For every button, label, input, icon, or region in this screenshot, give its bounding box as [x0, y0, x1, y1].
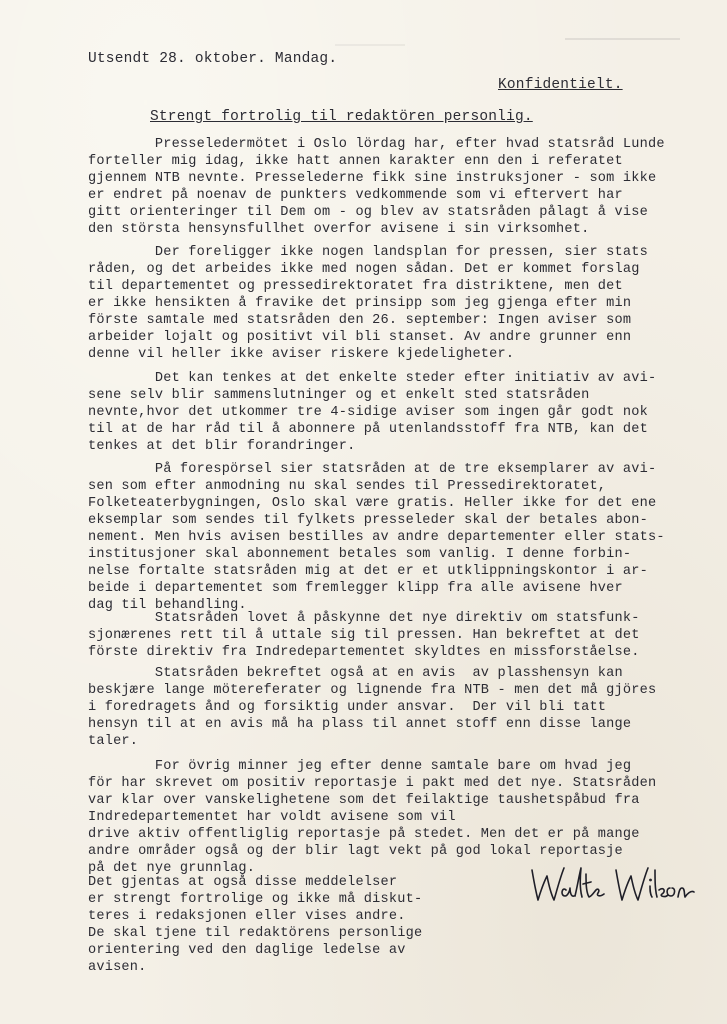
text-line: denne vil heller ikke aviser riskere kjedeligheter. — [88, 347, 515, 362]
text-line: De skal tjene til redaktörens personlige — [88, 926, 423, 941]
text-line: råden, og det arbeides ikke med nogen sådan. Det er kommet forslag — [88, 262, 640, 277]
text-line: til departementet og pressedirektoratet fra distriktene, men det — [88, 279, 623, 294]
text-line: förste samtale med statsråden den 26. september: Ingen aviser som — [88, 313, 632, 328]
text-line: beide i departementet som fremlegger klipp fra alle avisene hver — [88, 581, 623, 596]
text-line: den största hensynsfullhet overfor avisene i sin virksomhet. — [88, 222, 590, 237]
text-line: sjonærenes rett til å uttale sig til pressen. Han bekreftet at det — [88, 628, 640, 643]
text-line: institusjoner skal abonnement betales som vanlig. I denne forbin- — [88, 547, 632, 562]
text-line: nevnte,hvor det utkommer tre 4-sidige aviser som ingen går godt nok — [88, 405, 648, 420]
paper-smudge — [565, 38, 680, 40]
text-line: forteller mig idag, ikke hatt annen karakter enn den i referatet — [88, 154, 623, 169]
text-line: andre områder også og der blir lagt vekt på god lokal reportasje — [88, 844, 623, 859]
text-line: gitt orienteringer til Dem om - og blev av statsråden pålagt å vise — [88, 205, 648, 220]
text-line: nement. Men hvis avisen bestilles av andre departementer eller stats- — [88, 530, 665, 545]
text-line: er strengt fortrolige og ikke må diskut- — [88, 892, 423, 907]
date-line: Utsendt 28. oktober. Mandag. — [88, 51, 338, 67]
text-line: Presseledermötet i Oslo lördag har, efter hvad statsråd Lunde — [88, 137, 665, 152]
classification-label: Konfidentielt. — [498, 77, 623, 93]
text-line: nelse fortalte statsråden mig at det er et utklippningskontor i ar- — [88, 564, 648, 579]
text-line: teres i redaksjonen eller vises andre. — [88, 909, 406, 924]
text-line: Indredepartementet har voldt avisene som vil — [88, 810, 456, 825]
text-line: er ikke hensikten å fravike det prinsipp som jeg gjengа efter min — [88, 296, 632, 311]
text-line: taler. — [88, 734, 139, 749]
text-line: orientering ved den daglige ledelse av — [88, 943, 406, 958]
text-line: gjennem NTB nevnte. Presselederne fikk sine instruksjoner - som ikke — [88, 171, 657, 186]
text-line: eksemplar som sendes til fylkets presseleder skal der betales abon- — [88, 513, 648, 528]
signature-image — [528, 860, 698, 908]
text-line: For övrig minner jeg efter denne samtale bare om hvad jeg — [88, 759, 632, 774]
text-line: dag til behandling. — [88, 598, 247, 613]
text-line: Det gjentas at også disse meddelelser — [88, 875, 398, 890]
text-line: hensyn til at en avis må ha plass til annet stoff enn disse lange — [88, 717, 632, 732]
text-line: förste direktiv fra Indredepartementet skyldtes en missforståelse. — [88, 645, 640, 660]
text-line: På forespörsel sier statsråden at de tre eksemplarer av avi- — [88, 462, 657, 477]
text-line: til at de har råd til å abonnere på utenlandsstoff fra NTB, kan det — [88, 422, 648, 437]
text-line: för har skrevet om positiv reportasje i pakt med det nye. Statsråden — [88, 776, 657, 791]
text-line: i foredragets ånd og forsiktig under ansvar. Der vil bli tatt — [88, 700, 607, 715]
text-line: var klar over vanskelighetene som det feilaktige taushetspåbud fra — [88, 793, 640, 808]
text-line: Statsråden lovet å påskynne det nye direktiv om statsfunk- — [88, 611, 640, 626]
text-line: beskjære lange mötereferater og lignende fra NTB - men det må gjöres — [88, 683, 657, 698]
text-line: Folketeaterbygningen, Oslo skal være gratis. Heller ikke for det ene — [88, 496, 657, 511]
text-line: tenkes at det blir forandringer. — [88, 439, 356, 454]
text-line: Det kan tenkes at det enkelte steder efter initiativ av avi- — [88, 371, 657, 386]
text-line: arbeider lojalt og positivt vil bli stanset. Av andre grunner enn — [88, 330, 632, 345]
text-line: Der foreligger ikke nogen landsplan for pressen, sier stats — [88, 245, 648, 260]
text-line: er endret på noenav de punkters vedkommende som vi eftervert har — [88, 188, 623, 203]
text-line: drive aktiv offentliglig reportasje på stedet. Men det er på mange — [88, 827, 640, 842]
subject-line: Strengt fortrolig til redaktören personlig. — [150, 109, 533, 125]
paper-smudge — [335, 44, 405, 46]
text-line: sen som efter anmodning nu skal sendes til Pressedirektoratet, — [88, 479, 607, 494]
text-line: på det nye grunnlag. — [88, 861, 256, 876]
text-line: avisen. — [88, 960, 147, 975]
text-line: sene selv blir sammenslutninger og et enkelt sted statsråden — [88, 388, 590, 403]
text-line: Statsråden bekreftet også at en avis av plasshensyn kan — [88, 666, 623, 681]
